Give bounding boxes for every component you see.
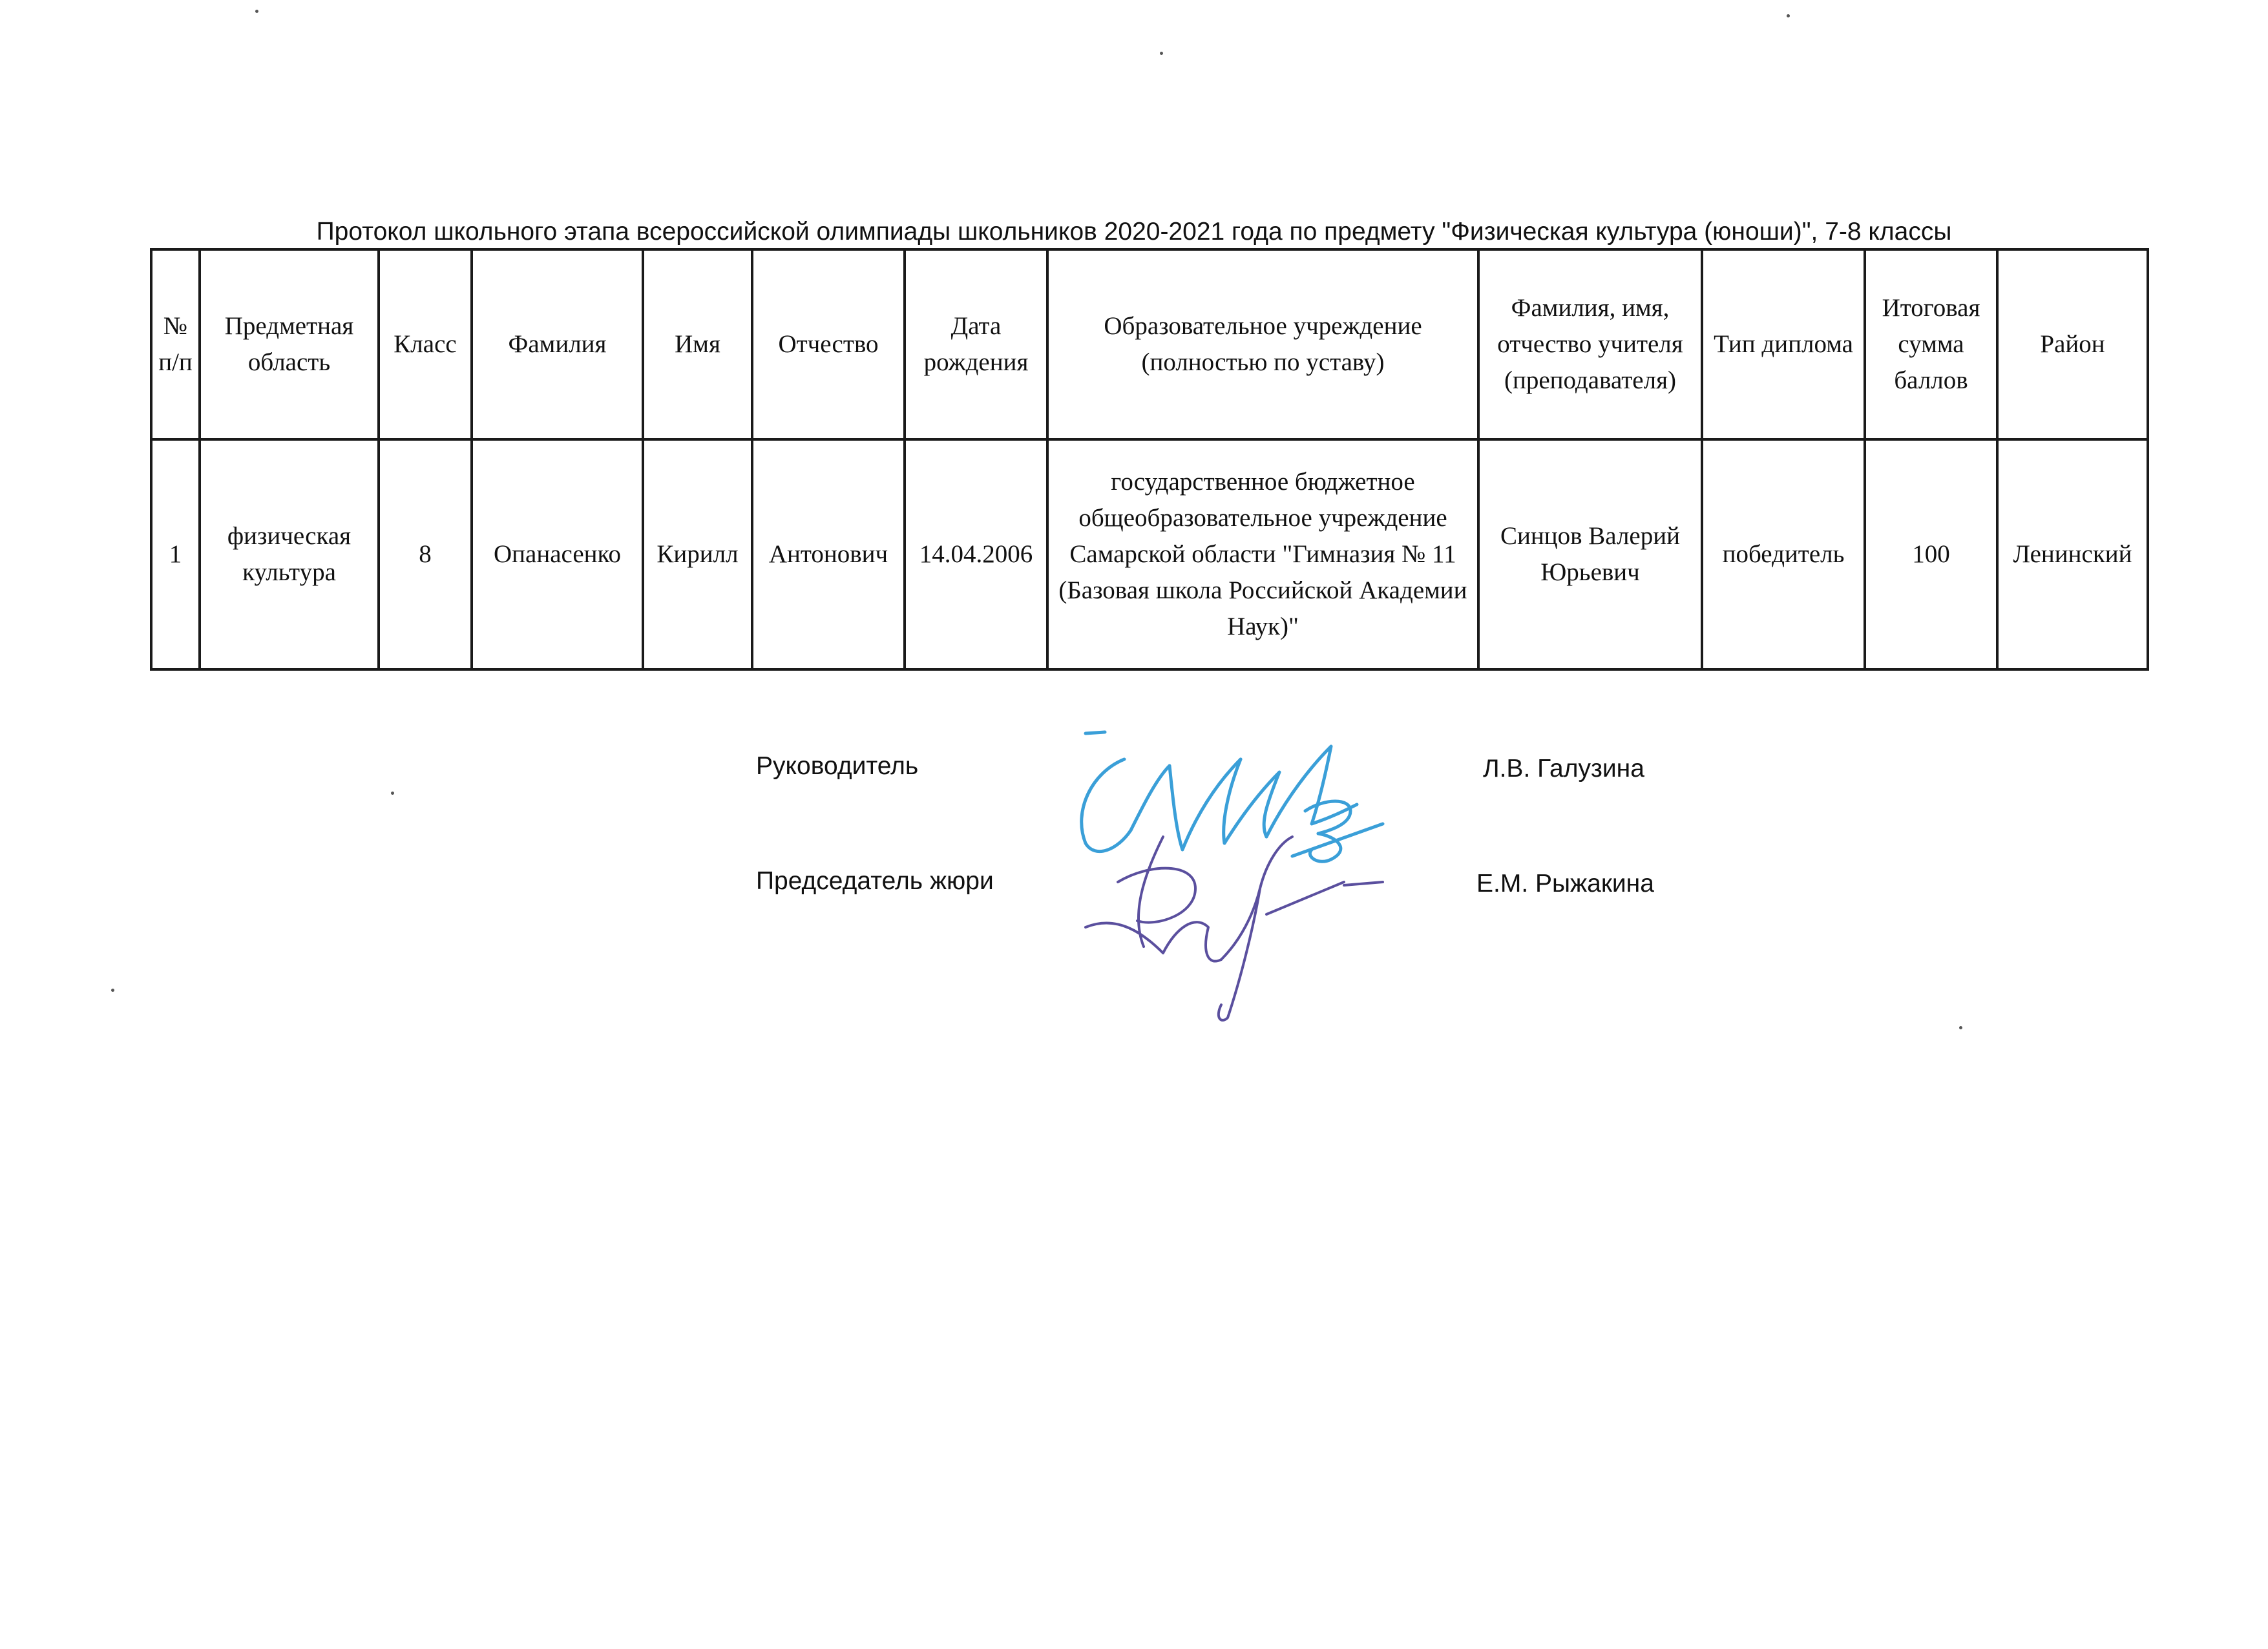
scan-speck [1160,52,1163,55]
header-subject: Предметная область [200,249,379,439]
header-birth-date: Дата рождения [905,249,1047,439]
cell-total-score: 100 [1865,439,1997,669]
cell-surname: Опанасенко [472,439,643,669]
header-patronymic: Отчество [752,249,905,439]
jury-signature [1086,837,1383,1020]
header-diploma-type: Тип диплома [1702,249,1865,439]
jury-chair-name: Е.М. Рыжакина [1476,870,1654,898]
cell-name: Кирилл [643,439,752,669]
handwritten-signatures [1047,720,1409,1031]
header-teacher: Фамилия, имя, отчество учителя (преподавателя) [1478,249,1702,439]
head-signature [1082,732,1383,861]
jury-chair-label: Председатель жюри [756,867,994,895]
table-row [151,439,2148,669]
document-title: Протокол школьного этапа всероссийской олимпиады школьников 2020-2021 года по предмету "Физическая культура (юноши)", 7-8 классы [316,218,1952,246]
header-number: № п/п [151,249,200,439]
scan-speck [1787,14,1790,17]
cell-birth-date: 14.04.2006 [905,439,1047,669]
header-institution: Образовательное учреждение (полностью по уставу) [1047,249,1478,439]
cell-grade: 8 [379,439,472,669]
cell-subject: физическая культура [200,439,379,669]
table-header-row [151,249,2148,439]
head-name: Л.В. Галузина [1483,755,1644,782]
cell-diploma-type: победитель [1702,439,1865,669]
header-surname: Фамилия [472,249,643,439]
scan-speck [111,989,114,992]
results-table [150,248,2149,671]
cell-district: Ленинский [1997,439,2148,669]
header-name: Имя [643,249,752,439]
cell-patronymic: Антонович [752,439,905,669]
cell-institution: государственное бюджетное общеобразовательное учреждение Самарской области "Гимназия № 11 (Базовая школа Российской Академии Наук)" [1047,439,1478,669]
scan-speck [391,792,394,795]
head-label: Руководитель [756,752,919,780]
header-grade: Класс [379,249,472,439]
cell-teacher: Синцов Валерий Юрьевич [1478,439,1702,669]
header-total-score: Итоговая сумма баллов [1865,249,1997,439]
cell-number: 1 [151,439,200,669]
scan-speck [1959,1026,1962,1029]
scan-speck [255,10,258,13]
header-district: Район [1997,249,2148,439]
